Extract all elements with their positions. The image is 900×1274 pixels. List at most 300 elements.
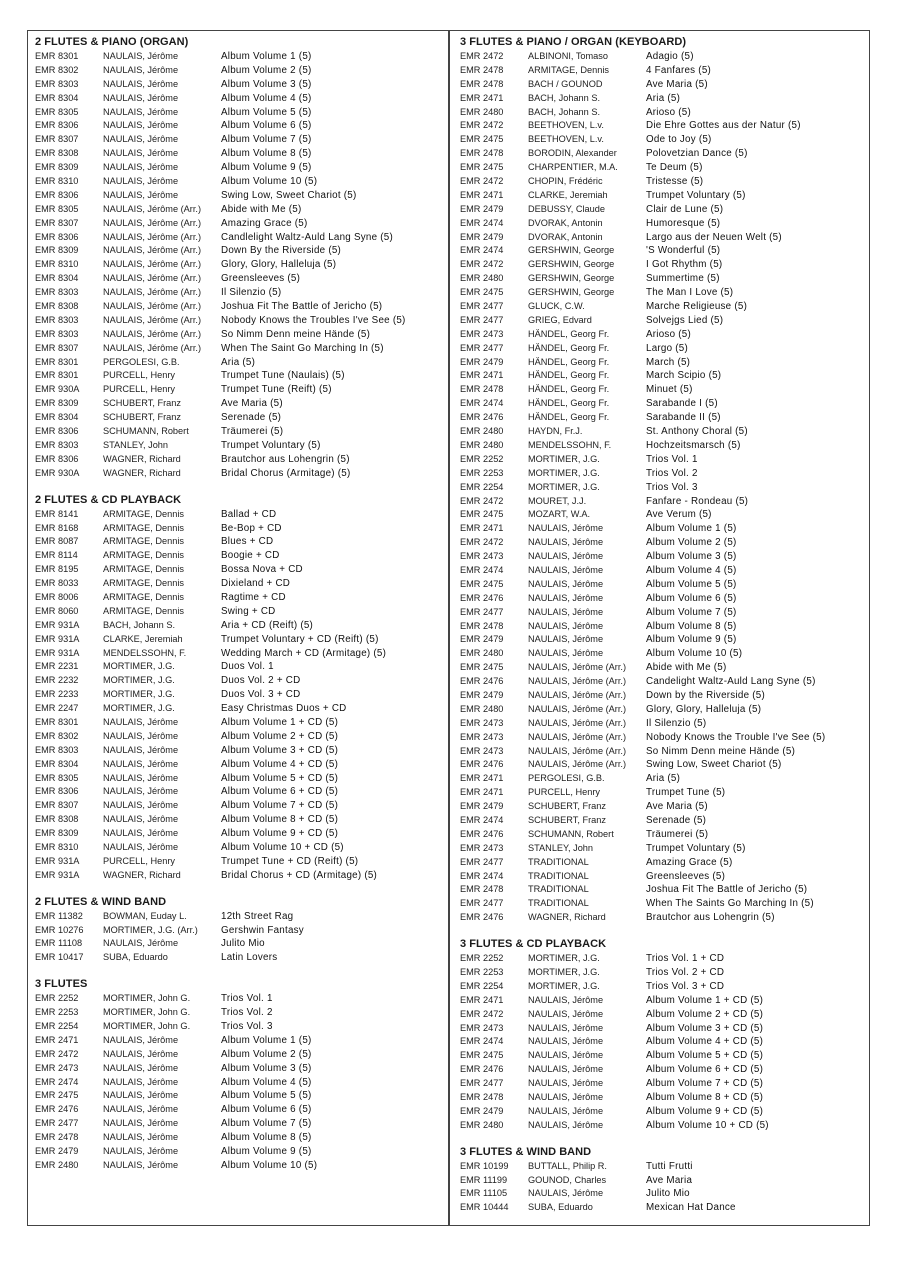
composer-name: CHARPENTIER, M.A. xyxy=(528,162,618,173)
catalog-entry xyxy=(35,50,440,64)
section-title: 2 FLUTES & PIANO (ORGAN) xyxy=(35,36,189,48)
catalog-entry xyxy=(460,966,865,980)
work-title: So Nimm Denn meine Hände (5) xyxy=(221,328,371,340)
catalog-entry xyxy=(35,272,440,286)
catalog-entry xyxy=(460,689,865,703)
edition-number: EMR 2475 xyxy=(460,162,504,173)
edition-number: EMR 2253 xyxy=(460,467,504,478)
edition-number: EMR 8307 xyxy=(35,134,79,145)
edition-number: EMR 8302 xyxy=(35,730,79,741)
composer-name: NAULAIS, Jérôme (Arr.) xyxy=(103,231,202,242)
composer-name: DVORAK, Antonin xyxy=(528,231,603,242)
work-title: Album Volume 9 (5) xyxy=(221,162,312,174)
work-title: Trumpet Voluntary (5) xyxy=(646,189,746,201)
work-title: Album Volume 1 (5) xyxy=(646,523,737,535)
catalog-entry xyxy=(35,78,440,92)
work-title: Amazing Grace (5) xyxy=(221,217,308,229)
composer-name: BACH, Johann S. xyxy=(528,92,601,103)
work-title: Fanfare - Rondeau (5) xyxy=(646,495,749,507)
work-title: Aria (5) xyxy=(221,356,256,368)
work-title: Amazing Grace (5) xyxy=(646,856,733,868)
catalog-entry xyxy=(35,217,440,231)
catalog-entry xyxy=(35,453,440,467)
catalog-section xyxy=(35,977,440,1173)
edition-number: EMR 8306 xyxy=(35,231,79,242)
work-title: Trumpet Tune (5) xyxy=(646,787,726,799)
work-title: Album Volume 2 (5) xyxy=(646,537,737,549)
catalog-entry xyxy=(460,1035,865,1049)
work-title: Swing + CD xyxy=(221,605,276,617)
edition-number: EMR 2475 xyxy=(460,287,504,298)
composer-name: NAULAIS, Jérôme xyxy=(528,523,604,534)
edition-number: EMR 8308 xyxy=(35,814,79,825)
edition-number: EMR 2477 xyxy=(460,314,504,325)
catalog-entry xyxy=(35,855,440,869)
work-title: Adagio (5) xyxy=(646,51,694,62)
composer-name: HÄNDEL, Georg Fr. xyxy=(528,370,610,381)
work-title: Julito Mio xyxy=(646,1188,690,1200)
catalog-entry xyxy=(460,828,865,842)
edition-number: EMR 2472 xyxy=(460,259,504,270)
edition-number: EMR 8303 xyxy=(35,287,79,298)
edition-number: EMR 2254 xyxy=(35,1021,79,1031)
edition-number: EMR 2478 xyxy=(460,384,504,395)
composer-name: NAULAIS, Jérôme (Arr.) xyxy=(528,717,627,728)
work-title: Album Volume 8 + CD (5) xyxy=(221,814,339,826)
catalog-entry xyxy=(460,439,865,453)
work-title: Largo aus der Neuen Welt (5) xyxy=(646,231,782,243)
catalog-entry xyxy=(35,356,440,370)
edition-number: EMR 2477 xyxy=(35,1118,79,1129)
work-title: Album Volume 2 (5) xyxy=(221,64,312,76)
catalog-entry xyxy=(460,731,865,745)
composer-name: NAULAIS, Jérôme xyxy=(103,120,179,131)
work-title: Duos Vol. 3 + CD xyxy=(221,689,301,701)
edition-number: EMR 2480 xyxy=(460,703,504,714)
composer-name: NAULAIS, Jérôme (Arr.) xyxy=(528,689,627,700)
work-title: Candelight Waltz-Auld Lang Syne (5) xyxy=(646,676,816,688)
catalog-entry xyxy=(460,272,865,286)
work-title: Tristesse (5) xyxy=(646,176,704,188)
catalog-entry xyxy=(460,661,865,675)
composer-name: NAULAIS, Jérôme xyxy=(528,592,604,603)
edition-number: EMR 8306 xyxy=(35,453,79,464)
composer-name: NAULAIS, Jérôme xyxy=(103,841,179,852)
composer-name: ARMITAGE, Dennis xyxy=(103,578,185,589)
catalog-entry xyxy=(460,536,865,550)
composer-name: TRADITIONAL xyxy=(528,884,589,895)
catalog-entry xyxy=(460,481,865,495)
edition-number: EMR 2254 xyxy=(460,980,504,991)
edition-number: EMR 2252 xyxy=(35,993,79,1004)
work-title: Ave Maria xyxy=(646,1174,693,1186)
edition-number: EMR 8308 xyxy=(35,148,79,159)
composer-name: NAULAIS, Jérôme (Arr.) xyxy=(103,259,202,270)
composer-name: GERSHWIN, George xyxy=(528,273,615,284)
composer-name: NAULAIS, Jérôme (Arr.) xyxy=(528,662,627,673)
composer-name: NAULAIS, Jérôme (Arr.) xyxy=(528,703,627,714)
edition-number: EMR 8305 xyxy=(35,203,79,214)
composer-name: SCHUBERT, Franz xyxy=(528,801,606,812)
edition-number: EMR 2471 xyxy=(460,787,504,798)
section-title: 3 FLUTES & PIANO / ORGAN (KEYBOARD) xyxy=(460,36,687,48)
section-title: 3 FLUTES & WIND BAND xyxy=(460,1145,592,1158)
catalog-entry xyxy=(460,217,865,231)
edition-number: EMR 2479 xyxy=(460,689,504,700)
work-title: The Man I Love (5) xyxy=(646,287,734,299)
work-title: Album Volume 7 + CD (5) xyxy=(646,1078,764,1090)
composer-name: NAULAIS, Jérôme xyxy=(103,78,179,89)
edition-number: EMR 8195 xyxy=(35,564,79,575)
composer-name: PERGOLESI, G.B. xyxy=(103,356,180,367)
composer-name: NAULAIS, Jérôme xyxy=(528,620,604,631)
catalog-entry xyxy=(35,1076,440,1090)
edition-number: EMR 2477 xyxy=(460,856,504,867)
catalog-entry xyxy=(460,814,865,828)
work-title: Album Volume 7 (5) xyxy=(221,1118,312,1130)
edition-number: EMR 8303 xyxy=(35,78,79,89)
work-title: Album Volume 6 (5) xyxy=(646,592,737,604)
catalog-column-left xyxy=(35,35,440,1173)
composer-name: ARMITAGE, Dennis xyxy=(103,536,185,547)
work-title: 'S Wonderful (5) xyxy=(646,245,721,257)
work-title: Bridal Chorus + CD (Armitage) (5) xyxy=(221,869,378,881)
catalog-entry xyxy=(460,592,865,606)
catalog-entry xyxy=(35,813,440,827)
edition-number: EMR 2477 xyxy=(460,1078,504,1089)
work-title: Album Volume 4 + CD (5) xyxy=(646,1036,764,1048)
catalog-entry xyxy=(460,1201,865,1215)
catalog-entry xyxy=(460,1049,865,1063)
edition-number: EMR 2473 xyxy=(460,717,504,728)
work-title: Album Volume 9 + CD (5) xyxy=(221,828,339,840)
work-title: Boogie + CD xyxy=(221,550,280,562)
work-title: Greensleeves (5) xyxy=(646,870,726,882)
catalog-entry xyxy=(35,175,440,189)
catalog-entry xyxy=(35,633,440,647)
edition-number: EMR 8306 xyxy=(35,426,79,437)
catalog-entry xyxy=(460,745,865,759)
edition-number: EMR 8309 xyxy=(35,398,79,409)
work-title: Album Volume 2 (5) xyxy=(221,1048,312,1060)
catalog-entry xyxy=(35,869,440,883)
composer-name: GRIEG, Edvard xyxy=(528,314,592,325)
work-title: Ballad + CD xyxy=(221,508,277,520)
edition-number: EMR 8060 xyxy=(35,605,79,616)
edition-number: EMR 931A xyxy=(35,647,80,658)
catalog-entry xyxy=(460,328,865,342)
edition-number: EMR 2476 xyxy=(460,828,504,839)
composer-name: GERSHWIN, George xyxy=(528,259,615,270)
edition-number: EMR 2480 xyxy=(35,1159,79,1170)
edition-number: EMR 2252 xyxy=(460,453,504,464)
work-title: Ragtime + CD xyxy=(221,591,286,603)
edition-number: EMR 931A xyxy=(35,619,80,630)
edition-number: EMR 2479 xyxy=(460,231,504,242)
composer-name: MORTIMER, John G. xyxy=(103,1007,191,1018)
work-title: Bridal Chorus (Armitage) (5) xyxy=(221,467,351,479)
composer-name: NAULAIS, Jérôme xyxy=(103,176,179,187)
work-title: Album Volume 6 + CD (5) xyxy=(646,1064,764,1076)
composer-name: NAULAIS, Jérôme xyxy=(103,1062,179,1073)
composer-name: ARMITAGE, Dennis xyxy=(103,550,185,561)
catalog-entry xyxy=(460,300,865,314)
catalog-entry xyxy=(460,508,865,522)
work-title: Sarabande II (5) xyxy=(646,412,721,424)
catalog-entry xyxy=(35,342,440,356)
work-title: Album Volume 9 (5) xyxy=(221,1146,312,1158)
edition-number: EMR 2471 xyxy=(35,1034,79,1045)
composer-name: NAULAIS, Jérôme xyxy=(528,1092,604,1103)
work-title: Sarabande I (5) xyxy=(646,398,718,410)
work-title: Album Volume 5 (5) xyxy=(221,106,312,118)
catalog-entry xyxy=(460,522,865,536)
edition-number: EMR 2473 xyxy=(460,328,504,339)
catalog-entry xyxy=(35,924,440,938)
edition-number: EMR 2476 xyxy=(460,912,504,923)
work-title: Album Volume 8 + CD (5) xyxy=(646,1092,764,1104)
catalog-entry xyxy=(35,605,440,619)
catalog-entry xyxy=(460,314,865,328)
composer-name: MENDELSSOHN, F. xyxy=(103,647,187,658)
work-title: Ave Verum (5) xyxy=(646,509,712,521)
edition-number: EMR 8310 xyxy=(35,841,79,852)
edition-number: EMR 8304 xyxy=(35,273,79,284)
composer-name: NAULAIS, Jérôme xyxy=(528,1078,604,1089)
composer-name: NAULAIS, Jérôme xyxy=(103,64,179,75)
composer-name: NAULAIS, Jérôme xyxy=(103,744,179,755)
catalog-entry xyxy=(460,550,865,564)
edition-number: EMR 2472 xyxy=(35,1048,79,1059)
catalog-entry xyxy=(460,1022,865,1036)
catalog-entry xyxy=(35,758,440,772)
work-title: Album Volume 3 (5) xyxy=(646,551,737,563)
edition-number: EMR 2473 xyxy=(460,1022,504,1033)
composer-name: NAULAIS, Jérôme xyxy=(528,994,604,1005)
composer-name: SCHUBERT, Franz xyxy=(528,814,606,825)
composer-name: NAULAIS, Jérôme xyxy=(103,1048,179,1059)
work-title: Bossa Nova + CD xyxy=(221,564,303,576)
composer-name: MORTIMER, J.G. xyxy=(103,703,175,714)
work-title: Träumerei (5) xyxy=(646,828,709,840)
catalog-entry xyxy=(35,937,440,951)
section-title: 2 FLUTES & CD PLAYBACK xyxy=(35,493,182,506)
work-title: Album Volume 2 + CD (5) xyxy=(221,730,339,742)
composer-name: MENDELSSOHN, F. xyxy=(528,439,612,450)
work-title: Arioso (5) xyxy=(646,106,691,118)
section-entries xyxy=(35,910,440,966)
catalog-entry xyxy=(35,231,440,245)
composer-name: TRADITIONAL xyxy=(528,898,589,909)
composer-name: NAULAIS, Jérôme (Arr.) xyxy=(103,273,202,284)
work-title: Humoresque (5) xyxy=(646,217,721,229)
catalog-entry xyxy=(35,535,440,549)
work-title: Brautchor aus Lohengrin (5) xyxy=(646,912,775,924)
composer-name: NAULAIS, Jérôme xyxy=(528,1008,604,1019)
catalog-entry xyxy=(460,175,865,189)
composer-name: MORTIMER, J.G. xyxy=(528,453,600,464)
catalog-entry xyxy=(460,106,865,120)
edition-number: EMR 8301 xyxy=(35,370,79,381)
work-title: Trumpet Tune (Reift) (5) xyxy=(221,384,332,396)
catalog-entry xyxy=(35,147,440,161)
edition-number: EMR 2471 xyxy=(460,994,504,1005)
composer-name: SCHUBERT, Franz xyxy=(103,412,181,423)
work-title: Album Volume 4 (5) xyxy=(221,1076,312,1088)
catalog-entry xyxy=(460,842,865,856)
work-title: Duos Vol. 1 xyxy=(221,661,274,673)
edition-number: EMR 8309 xyxy=(35,245,79,256)
work-title: Die Ehre Gottes aus der Natur (5) xyxy=(646,120,801,132)
catalog-entry xyxy=(460,1160,865,1174)
catalog-entry xyxy=(35,258,440,272)
catalog-entry xyxy=(35,744,440,758)
work-title: Aria (5) xyxy=(646,773,681,785)
edition-number: EMR 931A xyxy=(35,869,80,880)
work-title: Album Volume 7 (5) xyxy=(646,606,737,618)
work-title: Julito Mio xyxy=(221,938,265,950)
composer-name: MORTIMER, J.G. xyxy=(103,675,175,686)
composer-name: NAULAIS, Jérôme xyxy=(528,1119,604,1130)
composer-name: NAULAIS, Jérôme xyxy=(103,189,179,200)
work-title: Serenade (5) xyxy=(221,412,282,424)
edition-number: EMR 2479 xyxy=(460,1105,504,1116)
composer-name: MORTIMER, J.G. (Arr.) xyxy=(103,924,198,935)
catalog-entry xyxy=(460,578,865,592)
catalog-entry xyxy=(35,467,440,481)
composer-name: BEETHOVEN, L.v. xyxy=(528,134,604,145)
edition-number: EMR 2247 xyxy=(35,703,79,714)
work-title: When The Saint Go Marching In (5) xyxy=(221,342,384,354)
composer-name: NAULAIS, Jérôme xyxy=(103,51,179,61)
composer-name: NAULAIS, Jérôme (Arr.) xyxy=(103,342,202,353)
catalog-entry xyxy=(35,1006,440,1020)
composer-name: NAULAIS, Jérôme xyxy=(103,716,179,727)
edition-number: EMR 2474 xyxy=(460,398,504,409)
work-title: Trumpet Tune + CD (Reift) (5) xyxy=(221,855,359,867)
catalog-entry xyxy=(460,1091,865,1105)
work-title: Solvejgs Lied (5) xyxy=(646,314,724,326)
edition-number: EMR 2477 xyxy=(460,342,504,353)
composer-name: NAULAIS, Jérôme xyxy=(103,1034,179,1045)
work-title: I Got Rhythm (5) xyxy=(646,259,723,271)
work-title: Album Volume 3 + CD (5) xyxy=(221,744,339,756)
edition-number: EMR 2474 xyxy=(460,1036,504,1047)
catalog-entry xyxy=(460,647,865,661)
composer-name: NAULAIS, Jérôme xyxy=(528,634,604,645)
composer-name: NAULAIS, Jérôme xyxy=(528,1188,604,1199)
composer-name: PURCELL, Henry xyxy=(103,370,175,381)
composer-name: NAULAIS, Jérôme xyxy=(103,106,179,117)
edition-number: EMR 8168 xyxy=(35,522,79,533)
catalog-column-right xyxy=(460,35,865,1215)
work-title: Brautchor aus Lohengrin (5) xyxy=(221,453,350,465)
composer-name: BORODIN, Alexander xyxy=(528,148,617,159)
catalog-entry xyxy=(35,133,440,147)
catalog-entry xyxy=(35,1048,440,1062)
section-title: 3 FLUTES & CD PLAYBACK xyxy=(460,938,607,951)
catalog-entry xyxy=(460,772,865,786)
composer-name: NAULAIS, Jérôme (Arr.) xyxy=(103,301,202,312)
edition-number: EMR 11105 xyxy=(460,1188,508,1199)
catalog-entry xyxy=(35,688,440,702)
work-title: Candlelight Waltz-Auld Lang Syne (5) xyxy=(221,231,394,243)
composer-name: NAULAIS, Jérôme (Arr.) xyxy=(103,328,202,339)
composer-name: NAULAIS, Jérôme xyxy=(103,772,179,783)
edition-number: EMR 8304 xyxy=(35,412,79,423)
catalog-entry xyxy=(460,1119,865,1133)
catalog-entry xyxy=(460,870,865,884)
composer-name: TRADITIONAL xyxy=(528,856,589,867)
composer-name: MORTIMER, J.G. xyxy=(528,467,600,478)
edition-number: EMR 2480 xyxy=(460,648,504,659)
work-title: Album Volume 10 (5) xyxy=(221,176,318,188)
edition-number: EMR 2480 xyxy=(460,106,504,117)
catalog-entry xyxy=(460,244,865,258)
section-entries xyxy=(35,508,440,883)
catalog-entry xyxy=(35,383,440,397)
edition-number: EMR 2472 xyxy=(460,51,504,61)
work-title: Album Volume 5 + CD (5) xyxy=(646,1050,764,1062)
work-title: Clair de Lune (5) xyxy=(646,203,724,215)
catalog-entry xyxy=(460,383,865,397)
catalog-entry xyxy=(460,856,865,870)
composer-name: ARMITAGE, Dennis xyxy=(103,591,185,602)
composer-name: NAULAIS, Jérôme xyxy=(103,938,179,949)
edition-number: EMR 2480 xyxy=(460,426,504,437)
edition-number: EMR 2475 xyxy=(460,509,504,520)
catalog-entry xyxy=(460,606,865,620)
work-title: Album Volume 1 (5) xyxy=(221,1034,312,1046)
edition-number: EMR 2473 xyxy=(35,1062,79,1073)
edition-number: EMR 8301 xyxy=(35,356,79,367)
work-title: Hochzeitsmarsch (5) xyxy=(646,439,741,451)
catalog-entry xyxy=(35,910,440,924)
composer-name: ARMITAGE, Dennis xyxy=(103,564,185,575)
edition-number: EMR 11199 xyxy=(460,1174,508,1185)
composer-name: PURCELL, Henry xyxy=(528,787,600,798)
composer-name: NAULAIS, Jérôme xyxy=(103,1118,179,1129)
edition-number: EMR 2473 xyxy=(460,731,504,742)
composer-name: SCHUBERT, Franz xyxy=(103,398,181,409)
catalog-entry xyxy=(35,730,440,744)
catalog-entry xyxy=(460,994,865,1008)
catalog-entry xyxy=(35,772,440,786)
work-title: Latin Lovers xyxy=(221,952,278,964)
work-title: Duos Vol. 2 + CD xyxy=(221,675,301,687)
work-title: Abide with Me (5) xyxy=(221,203,302,215)
edition-number: EMR 2475 xyxy=(460,1050,504,1061)
catalog-entry xyxy=(35,1020,440,1034)
catalog-entry xyxy=(35,1089,440,1103)
work-title: Album Volume 1 + CD (5) xyxy=(646,994,764,1006)
edition-number: EMR 2471 xyxy=(460,773,504,784)
catalog-entry xyxy=(460,119,865,133)
composer-name: BEETHOVEN, L.v. xyxy=(528,120,604,131)
edition-number: EMR 2473 xyxy=(460,745,504,756)
catalog-section xyxy=(460,937,865,1133)
catalog-entry xyxy=(460,717,865,731)
edition-number: EMR 8033 xyxy=(35,578,79,589)
composer-name: MORTIMER, John G. xyxy=(103,993,191,1004)
composer-name: HÄNDEL, Georg Fr. xyxy=(528,328,610,339)
catalog-entry xyxy=(460,467,865,481)
edition-number: EMR 8141 xyxy=(35,508,79,519)
edition-number: EMR 8305 xyxy=(35,106,79,117)
composer-name: NAULAIS, Jérôme xyxy=(528,1064,604,1075)
work-title: Album Volume 3 (5) xyxy=(221,78,312,90)
section-entries xyxy=(35,50,440,481)
